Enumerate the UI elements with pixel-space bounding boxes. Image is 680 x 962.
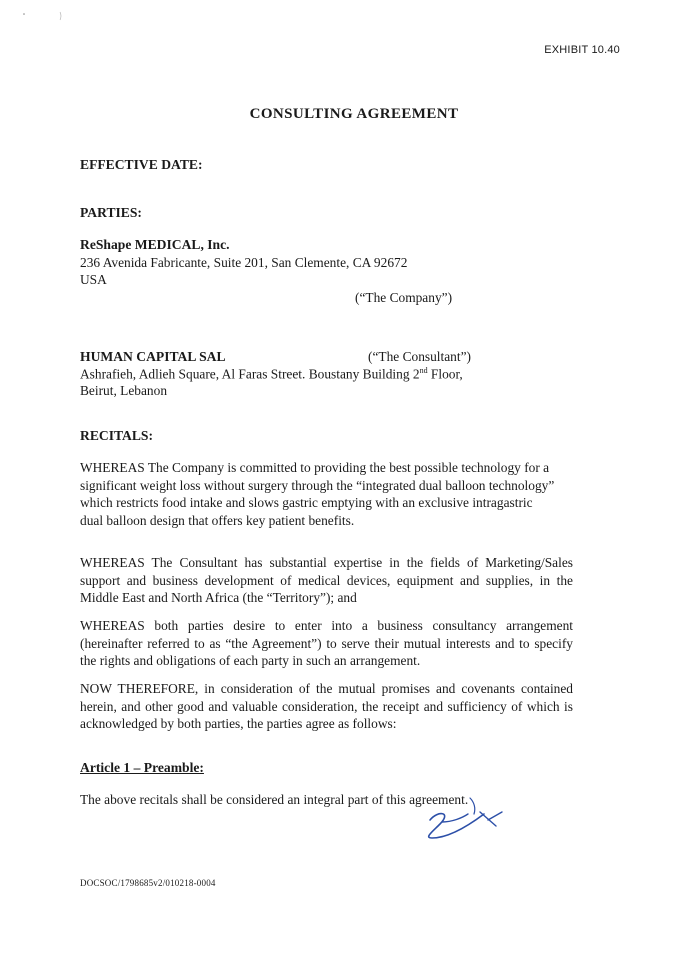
document-title: CONSULTING AGREEMENT: [249, 106, 459, 122]
recital-line: WHEREAS The Company is committed to providing the best possible technology for a: [80, 460, 550, 475]
recital-line: which restricts food intake and slows gastric emptying with an exclusive intragastric: [80, 495, 533, 510]
recitals-heading: RECITALS:: [80, 428, 154, 443]
clause-line: acknowledged by both parties, the parties agree as follows:: [80, 716, 397, 731]
recital-line: significant weight loss without surgery through the “integrated dual balloon technology”: [80, 477, 555, 493]
consultant-alias: (“The Consultant”): [368, 349, 471, 364]
company-alias: (“The Company”): [355, 290, 453, 305]
exhibit-label: EXHIBIT 10.40: [544, 44, 620, 56]
effective-date-heading: EFFECTIVE DATE:: [80, 157, 203, 172]
clause-line: NOW THEREFORE, in consideration of the mutual promises and covenants contained: [80, 681, 573, 696]
parties-heading: PARTIES:: [80, 205, 142, 220]
handwritten-initials: [418, 792, 508, 852]
consultant-name: HUMAN CAPITAL SAL: [80, 349, 226, 364]
recital-expertise: [80, 554, 573, 607]
clause-line: herein, and other good and valuable consideration, the receipt and sufficiency of which is: [80, 698, 573, 714]
consultant-address: [80, 366, 463, 382]
recital-line: WHEREAS The Consultant has substantial expertise in the fields of Marketing/Sales: [80, 555, 573, 570]
recital-line: dual balloon design that offers key patient benefits.: [80, 512, 355, 528]
scan-specks: [22, 6, 82, 26]
recital-line: WHEREAS both parties desire to enter into a business consultancy arrangement: [80, 618, 573, 633]
company-address: 236 Avenida Fabricante, Suite 201, San Clemente, CA 92672: [80, 255, 408, 270]
recital-line: the rights and obligations of each party in such an arrangement.: [80, 653, 421, 668]
recital-arrangement: [80, 617, 573, 670]
company-country: USA: [80, 272, 107, 287]
recital-line: (hereinafter referred to as “the Agreement”) to serve their mutual interests and to specify: [80, 635, 573, 651]
article-1-heading: Article 1 – Preamble:: [80, 760, 204, 775]
recital-line: support and business development of medical devices, equipment and supplies, in the: [80, 572, 573, 588]
consultant-address-superscript: nd: [419, 366, 428, 375]
recital-technology: [80, 459, 573, 529]
document-footer-code: DOCSOC/1798685v2/010218-0004: [80, 878, 216, 888]
consultant-city: Beirut, Lebanon: [80, 383, 168, 398]
article-1-text: The above recitals shall be considered an integral part of this agreement.: [80, 792, 469, 807]
now-therefore-clause: [80, 680, 573, 733]
consultant-address-text: Ashrafieh, Adlieh Square, Al Faras Street. Boustany Building 2: [80, 366, 420, 382]
company-name: ReShape MEDICAL, Inc.: [80, 237, 230, 252]
consultant-address-floor: Floor,: [427, 366, 463, 382]
recital-line: Middle East and North Africa (the “Territory”); and: [80, 590, 357, 605]
